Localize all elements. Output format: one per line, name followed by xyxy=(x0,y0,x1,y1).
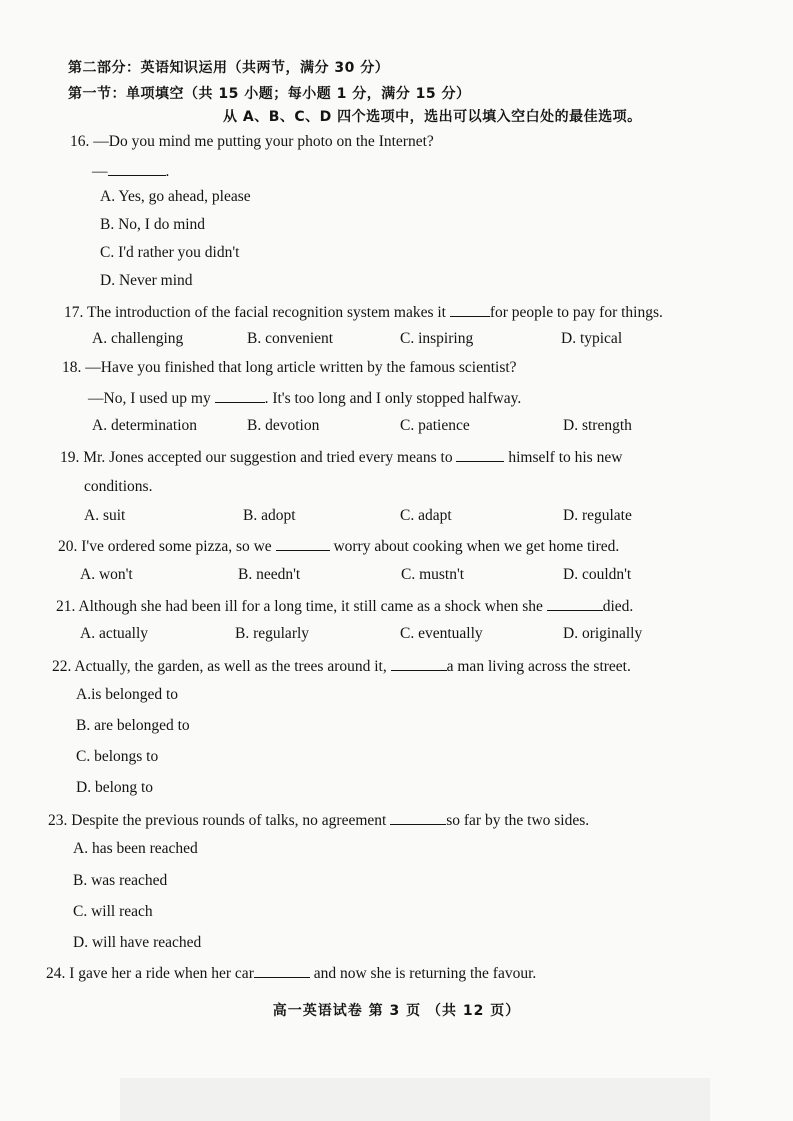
question-16 xyxy=(70,132,434,152)
question-number: 20. xyxy=(58,538,78,555)
question-stem: —Have you finished that long article written by the famous scientist? xyxy=(85,359,517,376)
question-23 xyxy=(48,809,589,831)
question-stem-pre: Although she had been ill for a long time, it still came as a shock when she xyxy=(78,598,547,615)
question-stem-post: worry about cooking when we get home tired. xyxy=(329,538,620,555)
option-16-a: A. Yes, go ahead, please xyxy=(100,188,251,205)
option-22-b: B. are belonged to xyxy=(76,717,190,734)
question-stem-pre: The introduction of the facial recognition system makes it xyxy=(86,304,450,321)
option-23-b: B. was reached xyxy=(73,872,168,889)
option-23-d: D. will have reached xyxy=(73,934,202,951)
option-19-a: A. suit xyxy=(84,507,126,524)
answer-blank xyxy=(108,160,166,176)
question-stem-post: and now she is returning the favour. xyxy=(309,965,537,982)
option-21-d: D. originally xyxy=(563,625,643,642)
option-21-c: C. eventually xyxy=(400,625,483,642)
question-19-line2: conditions. xyxy=(84,478,153,495)
option-21-a: A. actually xyxy=(80,625,149,642)
part-title: 第二部分：英语知识运用（共两节，满分 30 分） xyxy=(68,60,390,76)
question-18 xyxy=(62,358,517,378)
question-stem-pre: I've ordered some pizza, so we xyxy=(81,538,276,555)
question-stem-post: died. xyxy=(602,598,634,615)
answer-blank xyxy=(547,595,603,611)
answer-blank xyxy=(390,809,446,825)
option-23-c: C. will reach xyxy=(73,903,153,920)
question-24 xyxy=(46,962,536,984)
question-stem-pre: I gave her a ride when her car xyxy=(69,965,254,982)
reply-dash: — xyxy=(92,163,108,180)
question-17 xyxy=(64,301,663,323)
question-21 xyxy=(56,595,633,617)
bottom-margin-strip xyxy=(120,1078,710,1121)
option-20-d: D. couldn't xyxy=(563,566,632,583)
question-stem: —Do you mind me putting your photo on the Internet? xyxy=(93,133,434,150)
option-21-b: B. regularly xyxy=(235,625,310,642)
option-20-c: C. mustn't xyxy=(401,566,465,583)
question-number: 24. xyxy=(46,965,66,982)
question-20 xyxy=(58,535,619,557)
answer-blank xyxy=(276,535,330,551)
answer-blank xyxy=(456,446,504,462)
question-stem-post: himself to his new xyxy=(504,449,623,466)
option-20-a: A. won't xyxy=(80,566,133,583)
option-18-d: D. strength xyxy=(563,417,632,434)
question-16-reply xyxy=(92,160,169,182)
option-16-c: C. I'd rather you didn't xyxy=(100,244,240,261)
answer-blank xyxy=(450,301,490,317)
question-18-line2 xyxy=(88,387,521,409)
question-stem-post: for people to pay for things. xyxy=(489,304,663,321)
option-16-d: D. Never mind xyxy=(100,272,193,289)
question-number: 17. xyxy=(64,304,84,321)
option-18-c: C. patience xyxy=(400,417,470,434)
option-19-c: C. adapt xyxy=(400,507,452,524)
reply-period: . xyxy=(165,163,170,180)
question-19 xyxy=(60,446,622,468)
option-17-b: B. convenient xyxy=(247,330,334,347)
question-stem-post: so far by the two sides. xyxy=(446,812,590,829)
option-18-b: B. devotion xyxy=(247,417,320,434)
answer-blank xyxy=(391,655,447,671)
option-19-d: D. regulate xyxy=(563,507,632,524)
question-number: 21. xyxy=(56,598,76,615)
option-17-c: C. inspiring xyxy=(400,330,474,347)
option-20-b: B. needn't xyxy=(238,566,301,583)
question-stem-pre: Mr. Jones accepted our suggestion and tried every means to xyxy=(83,449,457,466)
question-stem-pre: Despite the previous rounds of talks, no agreement xyxy=(71,812,391,829)
question-number: 18. xyxy=(62,359,82,376)
question-number: 16. xyxy=(70,133,90,150)
section-title: 第一节：单项填空（共 15 小题；每小题 1 分，满分 15 分） xyxy=(68,86,471,102)
answer-blank xyxy=(215,387,265,403)
option-22-d: D. belong to xyxy=(76,779,154,796)
option-22-a: A.is belonged to xyxy=(76,686,179,703)
question-number: 23. xyxy=(48,812,68,829)
question-22 xyxy=(52,655,631,677)
question-number: 19. xyxy=(60,449,80,466)
page-footer: 高一英语试卷 第 3 页 （共 12 页） xyxy=(272,1003,521,1019)
option-23-a: A. has been reached xyxy=(73,840,198,857)
answer-blank xyxy=(254,962,310,978)
option-19-b: B. adopt xyxy=(243,507,296,524)
option-16-b: B. No, I do mind xyxy=(100,216,206,233)
option-18-a: A. determination xyxy=(92,417,198,434)
option-17-d: D. typical xyxy=(561,330,623,347)
option-17-a: A. challenging xyxy=(92,330,184,347)
question-stem-pre: Actually, the garden, as well as the trees around it, xyxy=(74,658,391,675)
question-stem-post: . It's too long and I only stopped halfway. xyxy=(264,390,522,407)
instruction: 从 A、B、C、D 四个选项中，选出可以填入空白处的最佳选项。 xyxy=(223,109,642,125)
question-stem-pre: —No, I used up my xyxy=(88,390,215,407)
question-stem-post: a man living across the street. xyxy=(446,658,631,675)
question-number: 22. xyxy=(52,658,72,675)
option-22-c: C. belongs to xyxy=(76,748,159,765)
